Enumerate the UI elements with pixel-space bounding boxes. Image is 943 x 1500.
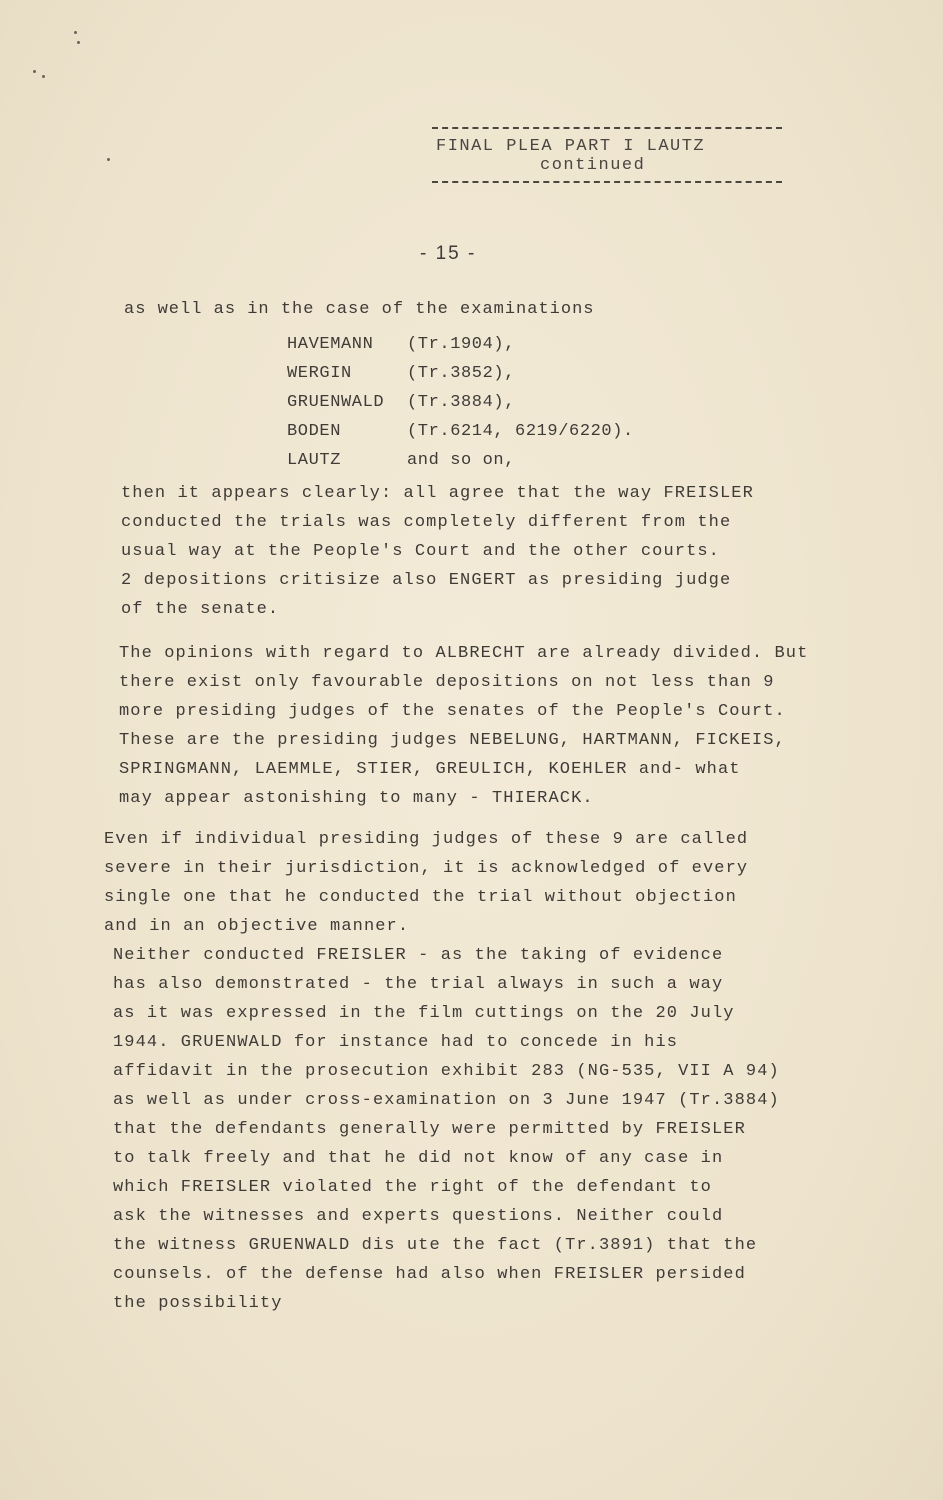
- examination-row: [287, 417, 634, 446]
- text-line: which FREISLER violated the right of the defendant to: [113, 1178, 712, 1197]
- paragraph-freisler-trials: [121, 479, 754, 624]
- header-top-rule: [432, 127, 782, 129]
- text-line: The opinions with regard to ALBRECHT are already divided. But: [119, 644, 809, 663]
- header-subtitle: continued: [540, 156, 646, 175]
- text-line: may appear astonishing to many - THIERACK.: [119, 789, 594, 808]
- text-line: 1944. GRUENWALD for instance had to concede in his: [113, 1033, 679, 1052]
- text-line: Neither conducted FREISLER - as the taking of evidence: [113, 946, 724, 965]
- paragraph-presiding-judges: [119, 639, 808, 813]
- paper-speck-mark: [107, 158, 110, 161]
- text-line: then it appears clearly: all agree that the way FREISLER: [121, 484, 754, 503]
- examination-name: WERGIN: [287, 364, 352, 383]
- text-line: has also demonstrated - the trial always in such a way: [113, 975, 724, 994]
- text-line: as it was expressed in the film cuttings on the 20 July: [113, 1004, 735, 1023]
- text-line: counsels. of the defense had also when FREISLER persided: [113, 1265, 746, 1284]
- transcript-reference: and so on,: [407, 451, 516, 470]
- text-line: ask the witnesses and experts questions. Neither could: [113, 1207, 724, 1226]
- intro-line: as well as in the case of the examinations: [124, 300, 595, 319]
- transcript-reference: (Tr.3852),: [407, 364, 516, 383]
- text-line: single one that he conducted the trial without objection: [104, 888, 737, 907]
- examination-list: [287, 330, 634, 475]
- examination-name: LAUTZ: [287, 451, 342, 470]
- examination-row: [287, 446, 634, 475]
- text-line: of the senate.: [121, 600, 280, 619]
- text-line: usual way at the People's Court and the other courts.: [121, 542, 720, 561]
- header-bottom-rule: [432, 181, 782, 183]
- document-header: [432, 127, 787, 183]
- text-line: as well as under cross-examination on 3 June 1947 (Tr.3884): [113, 1091, 780, 1110]
- examination-row: [287, 388, 634, 417]
- text-line: Even if individual presiding judges of these 9 are called: [104, 830, 749, 849]
- text-line: to talk freely and that he did not know of any case in: [113, 1149, 724, 1168]
- examination-name: BODEN: [287, 422, 342, 441]
- text-line: more presiding judges of the senates of the People's Court.: [119, 702, 786, 721]
- paragraph-severe-judges: [104, 825, 748, 941]
- paper-speck-mark: [42, 75, 45, 78]
- examination-row: [287, 330, 634, 359]
- text-line: These are the presiding judges NEBELUNG, HARTMANN, FICKEIS,: [119, 731, 786, 750]
- transcript-reference: (Tr.3884),: [407, 393, 516, 412]
- paper-speck-mark: [77, 41, 80, 44]
- header-title: FINAL PLEA PART I LAUTZ: [436, 137, 706, 156]
- text-line: the possibility: [113, 1294, 283, 1313]
- text-line: that the defendants generally were permitted by FREISLER: [113, 1120, 746, 1139]
- text-line: SPRINGMANN, LAEMMLE, STIER, GREULICH, KOEHLER and- what: [119, 760, 741, 779]
- page-number: - 15 -: [420, 243, 477, 264]
- text-line: conducted the trials was completely different from the: [121, 513, 732, 532]
- transcript-reference: (Tr.6214, 6219/6220).: [407, 422, 634, 441]
- text-line: and in an objective manner.: [104, 917, 410, 936]
- text-line: there exist only favourable depositions on not less than 9: [119, 673, 775, 692]
- examination-row: [287, 359, 634, 388]
- text-line: severe in their jurisdiction, it is acknowledged of every: [104, 859, 749, 878]
- paper-speck-mark: [74, 31, 77, 34]
- paragraph-gruenwald-evidence: [113, 941, 780, 1318]
- examination-name: GRUENWALD: [287, 393, 385, 412]
- text-line: 2 depositions critisize also ENGERT as presiding judge: [121, 571, 732, 590]
- transcript-reference: (Tr.1904),: [407, 335, 516, 354]
- examination-name: HAVEMANN: [287, 335, 374, 354]
- paper-speck-mark: [33, 70, 36, 73]
- text-line: the witness GRUENWALD dis ute the fact (Tr.3891) that the: [113, 1236, 758, 1255]
- text-line: affidavit in the prosecution exhibit 283 (NG-535, VII A 94): [113, 1062, 780, 1081]
